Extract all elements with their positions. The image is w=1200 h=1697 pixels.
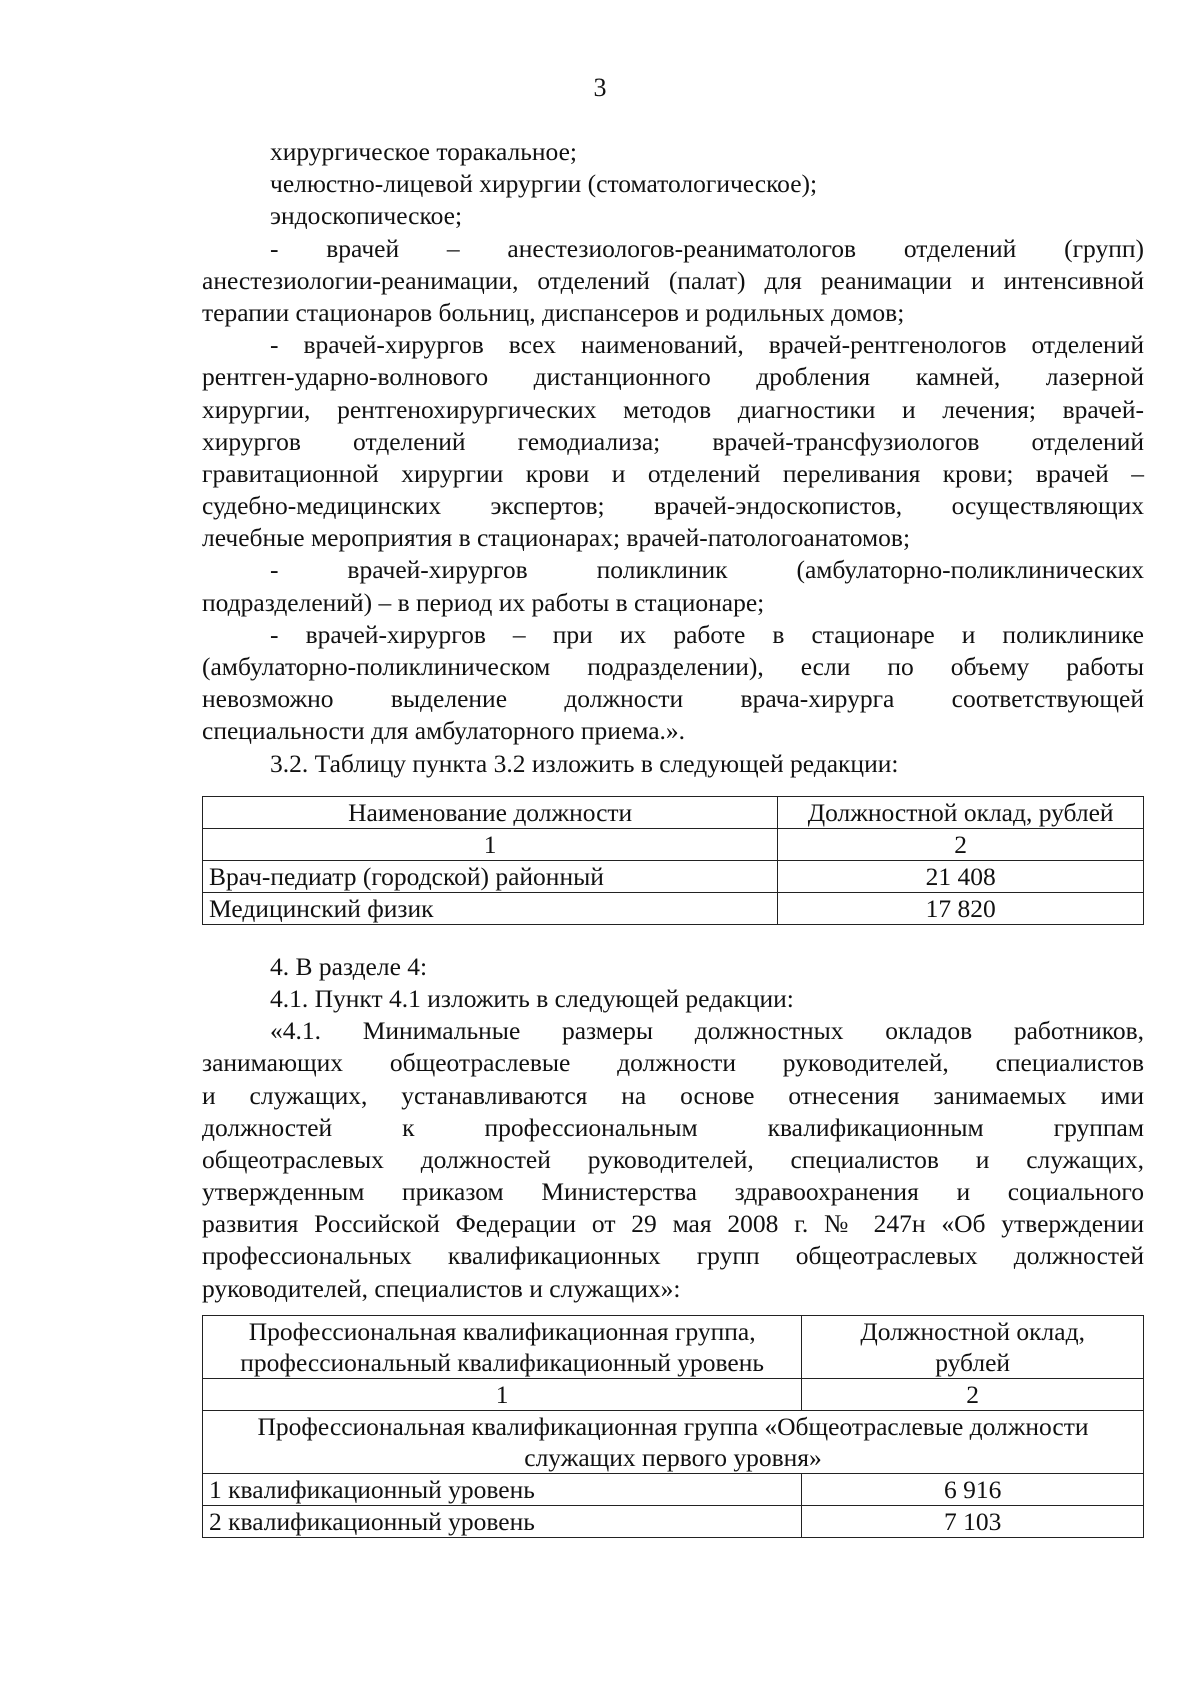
table-header-cell bbox=[802, 1315, 1144, 1378]
table-cell: 2 квалификационный уровень bbox=[203, 1505, 802, 1537]
table-group-cell bbox=[203, 1410, 1144, 1473]
group-title-line: служащих первого уровня» bbox=[524, 1442, 822, 1472]
header-line: профессиональный квалификационный уровень bbox=[240, 1347, 765, 1377]
paragraph-line: - врачей – анестезиологов-реаниматологов отделений (групп) bbox=[270, 233, 1144, 263]
item-4-1: 4.1. Пункт 4.1 изложить в следующей редакции: bbox=[270, 983, 794, 1013]
paragraph-line: - врачей-хирургов поликлиник (амбулаторно-поликлинических bbox=[270, 555, 1144, 585]
paragraph-line: рентген-ударно-волнового дистанционного дробления камней, лазерной bbox=[202, 362, 1144, 392]
table-row bbox=[203, 892, 1144, 924]
table-cell: Медицинский физик bbox=[203, 892, 778, 924]
table-row bbox=[203, 860, 1144, 892]
item-3-2: 3.2. Таблицу пункта 3.2 изложить в следующей редакции: bbox=[270, 748, 899, 778]
table-header-cell bbox=[203, 1315, 802, 1378]
paragraph-line: утвержденным приказом Министерства здравоохранения и социального bbox=[202, 1177, 1144, 1207]
paragraph-surgeons bbox=[202, 329, 1144, 554]
list-item: челюстно-лицевой хирургии (стоматологическое); bbox=[270, 169, 818, 199]
paragraph-line: лечебные мероприятия в стационарах; врачей-патологоанатомов; bbox=[202, 523, 911, 553]
paragraph-line: «4.1. Минимальные размеры должностных окладов работников, bbox=[270, 1016, 1144, 1046]
list-item: хирургическое торакальное; bbox=[270, 137, 577, 166]
table-row bbox=[203, 1505, 1144, 1537]
table-cell: 1 bbox=[203, 828, 778, 860]
table-number-row bbox=[203, 1378, 1144, 1410]
paragraph-line: анестезиологии-реанимации, отделений (палат) для реанимации и интенсивной bbox=[202, 265, 1144, 295]
table-header-cell: Наименование должности bbox=[203, 796, 778, 828]
table-cell: 21 408 bbox=[778, 860, 1144, 892]
paragraph-line: - врачей-хирургов всех наименований, врачей-рентгенологов отделений bbox=[270, 330, 1144, 360]
paragraph-hospital-and-polyclinic bbox=[202, 619, 1144, 748]
table-cell: 2 bbox=[802, 1378, 1144, 1410]
table-cell: 1 bbox=[203, 1378, 802, 1410]
paragraph-line: хирургов отделений гемодиализа; врачей-трансфузиологов отделений bbox=[202, 426, 1144, 456]
table-cell: Врач-педиатр (городской) районный bbox=[203, 860, 778, 892]
paragraph-line: невозможно выделение должности врача-хирурга соответствующей bbox=[202, 684, 1144, 714]
header-line: Профессиональная квалификационная группа, bbox=[248, 1316, 756, 1346]
table-header-row bbox=[203, 1315, 1144, 1378]
paragraph-line: профессиональных квалификационных групп общеотраслевых должностей bbox=[202, 1241, 1144, 1271]
paragraph-line: должностей к профессиональным квалификационным группам bbox=[202, 1112, 1144, 1142]
paragraph-line: терапии стационаров больниц, диспансеров и родильных домов; bbox=[202, 297, 905, 327]
paragraph-line: развития Российской Федерации от 29 мая 2008 г. № 247н «Об утверждении bbox=[202, 1209, 1144, 1239]
group-title-line: Профессиональная квалификационная группа «Общеотраслевые должности bbox=[257, 1411, 1089, 1441]
table-header-cell: Должностной оклад, рублей bbox=[778, 796, 1144, 828]
paragraph-line: подразделений) – в период их работы в стационаре; bbox=[202, 587, 765, 617]
paragraph-line: - врачей-хирургов – при их работе в стационаре и поликлинике bbox=[270, 619, 1144, 649]
paragraph-line: судебно-медицинских экспертов; врачей-эндоскопистов, осуществляющих bbox=[202, 491, 1144, 521]
paragraph-line: специальности для амбулаторного приема.». bbox=[202, 716, 686, 746]
table-number-row bbox=[203, 828, 1144, 860]
document-body bbox=[202, 136, 1144, 1538]
salary-table-positions bbox=[202, 796, 1144, 925]
table-cell: 2 bbox=[778, 828, 1144, 860]
paragraph-line: занимающих общеотраслевые должности руководителей, специалистов bbox=[202, 1048, 1144, 1078]
paragraph-polyclinic bbox=[202, 554, 1144, 618]
paragraph-line: (амбулаторно-поликлиническом подразделении), если по объему работы bbox=[202, 652, 1144, 681]
paragraph-line: хирургии, рентгенохирургических методов диагностики и лечения; врачей- bbox=[202, 394, 1144, 424]
table-cell: 17 820 bbox=[778, 892, 1144, 924]
table-group-row bbox=[203, 1410, 1144, 1473]
page-number: 3 bbox=[593, 73, 607, 102]
paragraph-line: гравитационной хирургии крови и отделений переливания крови; врачей – bbox=[202, 458, 1144, 488]
table-cell: 6 916 bbox=[802, 1473, 1144, 1505]
paragraph-line: общеотраслевых должностей руководителей, специалистов и служащих, bbox=[202, 1144, 1144, 1174]
header-line: рублей bbox=[935, 1347, 1011, 1377]
paragraph-4-1 bbox=[202, 1015, 1144, 1305]
paragraph-anesthesiologists bbox=[202, 233, 1144, 330]
paragraph-line: и служащих, устанавливаются на основе отнесения занимаемых ими bbox=[202, 1080, 1144, 1110]
table-cell: 1 квалификационный уровень bbox=[203, 1473, 802, 1505]
header-line: Должностной оклад, bbox=[860, 1316, 1085, 1346]
table-header-row bbox=[203, 796, 1144, 828]
table-cell: 7 103 bbox=[802, 1505, 1144, 1537]
salary-table-qualification-groups bbox=[202, 1315, 1144, 1538]
item-4: 4. В разделе 4: bbox=[270, 951, 428, 981]
list-item: эндоскопическое; bbox=[270, 201, 463, 231]
paragraph-line: руководителей, специалистов и служащих»: bbox=[202, 1273, 681, 1303]
table-row bbox=[203, 1473, 1144, 1505]
